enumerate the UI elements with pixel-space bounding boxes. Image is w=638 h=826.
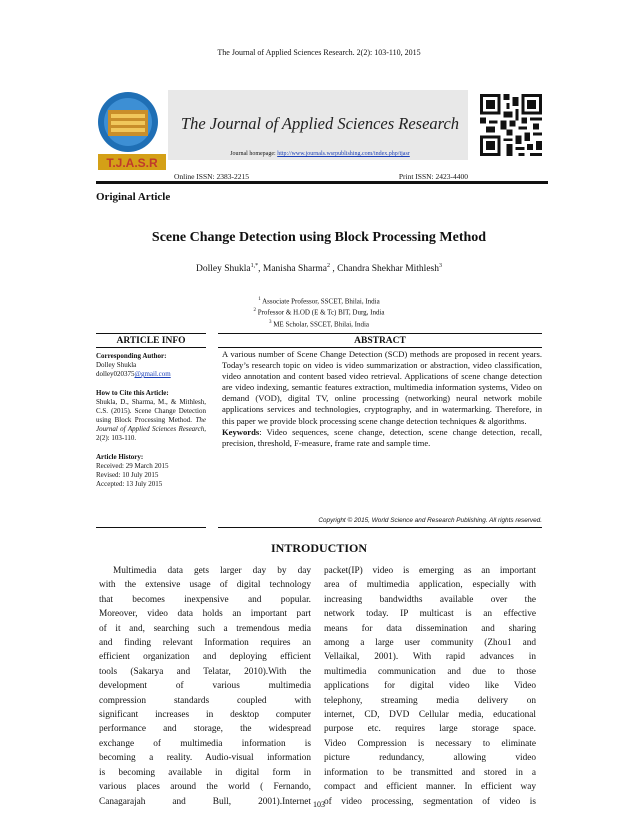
intro-line: multimedia communication and due to those: [324, 666, 536, 677]
corresponding-author: [96, 352, 206, 379]
intro-line: compact and efficient manner. In efficient way: [324, 782, 536, 793]
citation: [96, 389, 206, 443]
copyright-notice: Copyright © 2015, World Science and Research Publishing. All rights reserved.: [318, 517, 542, 524]
abstract-body: [222, 349, 542, 449]
info-head-rule: [96, 347, 206, 348]
affiliation-text: Professor & H.OD (E & Tc) BIT, Durg, India: [257, 308, 385, 317]
affiliation-text: ME Scholar, SSCET, Bhilai, India: [273, 319, 370, 328]
abstract-heading: ABSTRACT: [354, 336, 406, 346]
keywords-text: : Video sequences, scene change, detection, scene change detection, recall, precision, threshold, F-measure, frame rate and sample time.: [222, 426, 542, 448]
journal-homepage: [170, 151, 470, 157]
intro-line: among a large user community (Zhou1 and: [324, 638, 536, 649]
abstract-head-rule: [218, 347, 542, 348]
intro-line: applications for digital video like Video: [324, 681, 536, 692]
intro-line: Vellaikal, 2001). With rapid advances in: [324, 652, 536, 663]
article-type: Original Article: [96, 191, 171, 203]
page-number: 103: [313, 800, 325, 809]
affiliations: [0, 295, 638, 329]
cite-volume: 2(2): 103-110.: [96, 434, 137, 442]
affiliation: [0, 306, 638, 317]
cite-label: How to Cite this Article:: [96, 389, 169, 397]
intro-line: that becomes inexpensive and popular.: [99, 594, 311, 605]
corresponding-label: Corresponding Author:: [96, 352, 167, 360]
intro-line: purpose etc. requires large storage space.: [324, 724, 536, 735]
info-top-rule: [96, 333, 206, 334]
history-item: Revised: 10 July 2015: [96, 471, 159, 479]
running-header: The Journal of Applied Sciences Research. 2(2): 103-110, 2015: [217, 48, 421, 57]
intro-line: and finding relevant Information requires an: [99, 638, 311, 649]
journal-logo-icon: [96, 88, 168, 172]
article-info: [96, 352, 206, 499]
intro-line: information to be transmitted and stored in a: [324, 767, 536, 778]
intro-line: efficient organization and deploying efficient: [99, 652, 311, 663]
affiliation-mark: 1: [258, 297, 261, 302]
history-item: Received: 29 March 2015: [96, 462, 169, 470]
history-item: Accepted: 13 July 2015: [96, 480, 163, 488]
intro-line: Video Compression is necessary to eliminate: [324, 738, 536, 749]
affiliation-text: Associate Professor, SSCET, Bhilai, India: [262, 297, 380, 306]
intro-column-left: [99, 564, 311, 809]
author-separator: ,: [330, 264, 338, 275]
intro-line: Multimedia data gets larger day by day: [113, 566, 311, 576]
intro-line: means for data dissemination and sharing: [324, 623, 536, 634]
affiliation-mark: 2: [253, 308, 256, 314]
intro-line: becoming a reality. Audio-visual information: [99, 753, 311, 764]
article-history: [96, 453, 206, 489]
email-link[interactable]: @gmail.com: [134, 370, 171, 378]
article-info-heading: ARTICLE INFO: [116, 336, 186, 346]
intro-line: with the extensive usage of digital technology: [99, 580, 311, 591]
print-issn: Print ISSN: 2423-4400: [398, 172, 468, 181]
author-mark: 3: [438, 263, 442, 269]
info-bottom-rule: [96, 527, 206, 528]
journal-masthead: [96, 88, 548, 172]
corresponding-email: dolley020375: [96, 370, 135, 378]
homepage-link[interactable]: http://www.journals.wsrpublishing.com/index.php/tjasr: [277, 151, 410, 157]
intro-line: network today. IP multicast is an effective: [324, 609, 536, 620]
qr-code-icon: [480, 94, 542, 156]
author-mark: 2: [327, 263, 331, 269]
intro-line: development of various multimedia: [99, 681, 311, 692]
abstract-text: A various number of Scene Change Detection (SCD) methods are proposed in recent years. Today’s research topic on video is video summarization or abstraction, video classification, video annotation and content based video retrieval. Applications of scene change detection are video indexing, semantic features extraction, multimedia information systems, Video on demand (VOD), digital TV, online processing (networking) neural network mobile applications services and technologies, cryptography, and in watermarking. Therefore, in this paper we provide block processing scene change detection techniques & algorithms.: [222, 349, 542, 426]
intro-line: exchange of multimedia information is: [99, 738, 311, 749]
intro-line: internet, CD, DVD Cellular media, educational: [324, 710, 536, 721]
cite-text: Shukla, D., Sharma, M., & Mithlesh, C.S. (2015). Scene Change Detection using Block Processing Method.: [96, 398, 206, 424]
cite-journal: The Journal of Applied Sciences Research,: [96, 416, 206, 433]
affiliation: [0, 295, 638, 306]
author-separator: ,: [258, 264, 263, 275]
affiliation-mark: 3: [268, 319, 272, 325]
homepage-label: Journal homepage:: [230, 151, 276, 157]
author-name: Dolley Shukla: [196, 264, 251, 275]
intro-line: performance and storage, the widespread: [99, 724, 311, 735]
intro-line: compression standards coupled with: [99, 695, 311, 706]
intro-line: is becoming available in digital form in: [99, 767, 311, 778]
author-name: Manisha Sharma: [262, 264, 328, 275]
journal-title: The Journal of Applied Sciences Research: [180, 114, 460, 133]
intro-line: tools (Sakarya and Telatar, 2010).With the: [99, 666, 311, 677]
intro-line: picture redundancy, allowing video: [324, 753, 536, 764]
intro-line: telephony, streaming media delivery on: [324, 695, 536, 706]
intro-line: of video processing, segmentation of video is: [324, 796, 536, 807]
intro-line: area of multimedia application, especially with: [324, 580, 536, 591]
abstract-bottom-rule: [218, 527, 542, 528]
affiliation: [0, 318, 638, 329]
paper-title: Scene Change Detection using Block Processing Method: [151, 230, 487, 245]
online-issn: Online ISSN: 2383-2215: [174, 172, 249, 181]
intro-line: Canagarajah and Bull, 2001).Internet: [99, 796, 311, 807]
author-mark: 1,*: [250, 263, 259, 269]
intro-line: significant increases in desktop computer: [99, 710, 311, 721]
logo-text: T.J.A.S.R: [106, 156, 158, 170]
intro-column-right: [324, 564, 536, 809]
intro-line: Moreover, video data holds an important part: [99, 609, 311, 620]
intro-line: packet(IP) video is emerging as an important: [324, 566, 536, 576]
intro-line: of it and, searching such a tremendous media: [99, 623, 311, 634]
introduction-heading: INTRODUCTION: [270, 541, 367, 555]
intro-line: increasing bandwidths available over the: [324, 594, 536, 605]
masthead-rule: [96, 181, 548, 184]
keywords-label: Keywords: [222, 426, 260, 437]
intro-line: various places around the world ( Fernando,: [99, 782, 311, 793]
corresponding-name: Dolley Shukla: [96, 361, 137, 369]
author-name: Chandra Shekhar Mithlesh: [337, 264, 439, 275]
abstract-top-rule: [218, 333, 542, 334]
author-list: [0, 263, 638, 274]
history-label: Article History:: [96, 453, 144, 461]
